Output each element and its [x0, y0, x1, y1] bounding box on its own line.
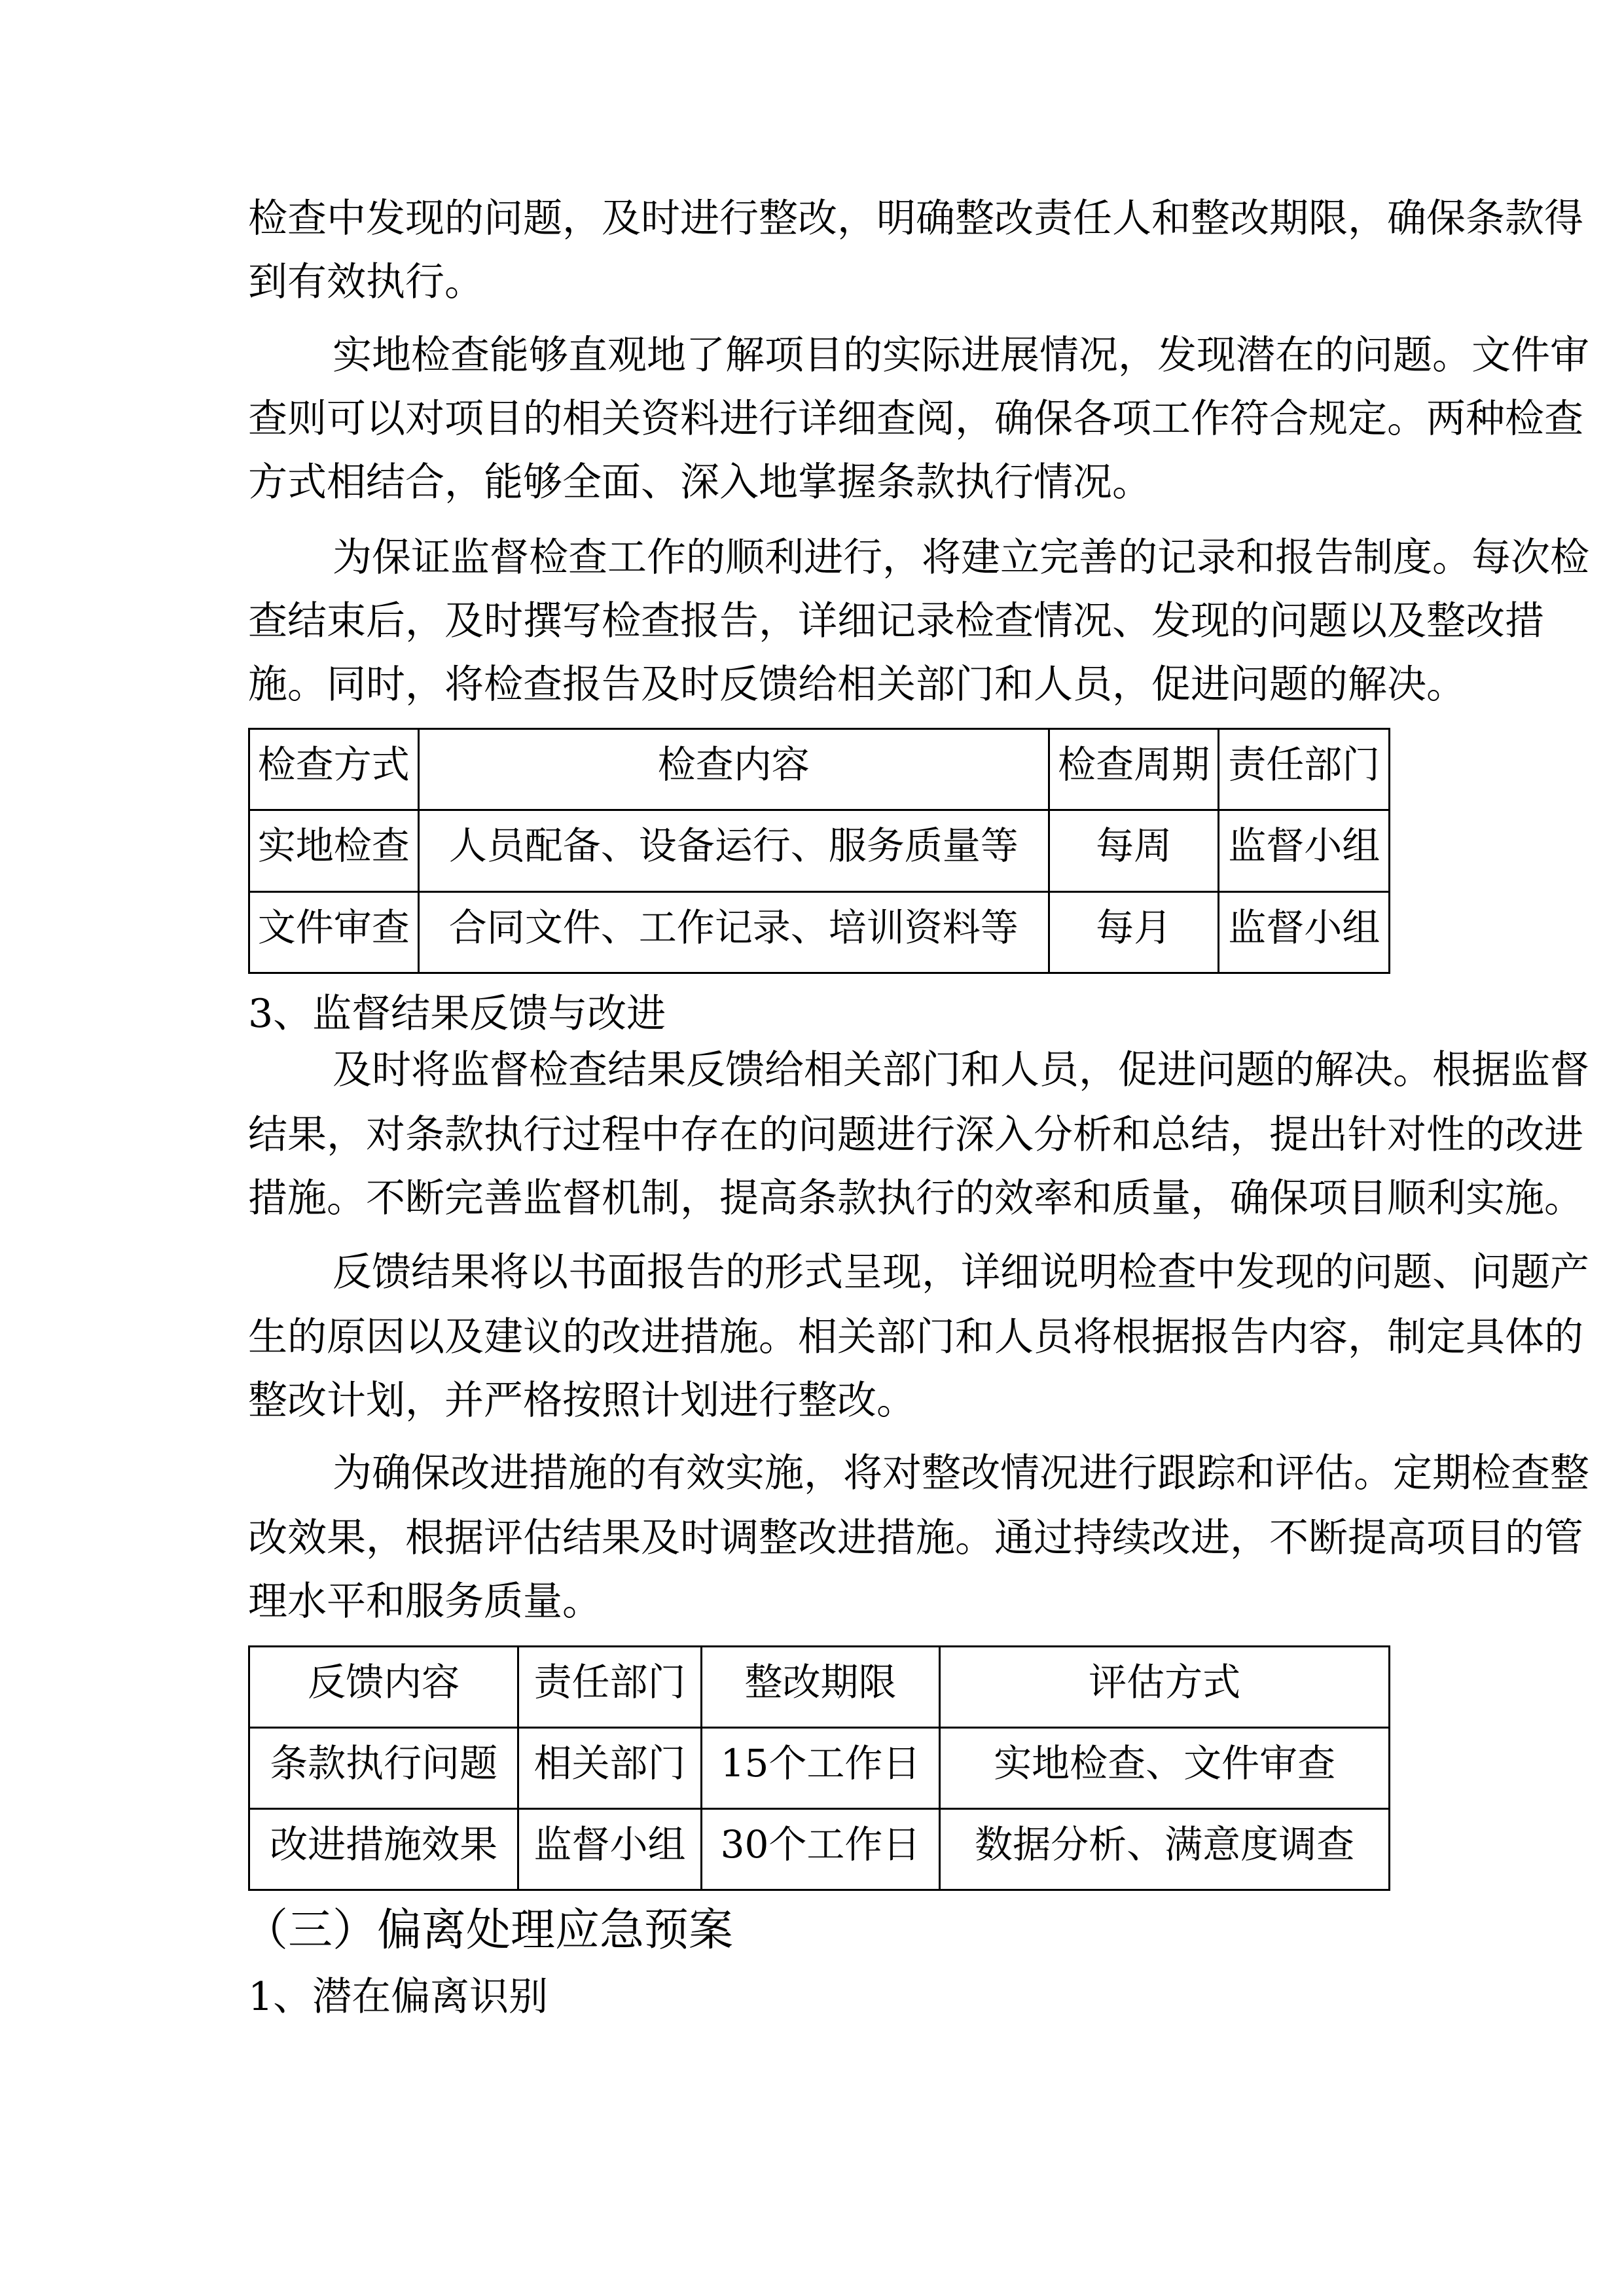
table-cell: 实地检查 — [249, 810, 419, 891]
table-cell: 监督小组 — [1219, 810, 1390, 891]
section-heading: （三）偏离处理应急预案 — [244, 1905, 734, 1956]
paragraph-line: 反馈结果将以书面报告的形式呈现，详细说明检查中发现的问题、问题产 — [333, 1249, 1589, 1295]
table-header-cell: 检查周期 — [1049, 729, 1219, 810]
paragraph-line: 检查中发现的问题，及时进行整改，明确整改责任人和整改期限，确保条款得 — [248, 196, 1583, 242]
paragraph-line: 及时将监督检查结果反馈给相关部门和人员，促进问题的解决。根据监督 — [333, 1047, 1589, 1093]
table-row — [249, 1809, 1390, 1890]
paragraph-line: 为保证监督检查工作的顺利进行，将建立完善的记录和报告制度。每次检 — [333, 535, 1589, 581]
table-cell: 相关部门 — [518, 1728, 702, 1809]
table-cell: 改进措施效果 — [249, 1809, 518, 1890]
inspection-table — [248, 728, 1390, 974]
table-row — [249, 1728, 1390, 1809]
paragraph-line: 到有效执行。 — [248, 259, 484, 305]
table-cell: 30个工作日 — [701, 1809, 939, 1890]
subheading-1: 1、潜在偏离识别 — [248, 1974, 549, 2020]
paragraph-line: 施。同时，将检查报告及时反馈给相关部门和人员，促进问题的解决。 — [248, 662, 1466, 708]
table-cell: 每月 — [1049, 891, 1219, 973]
table-header-cell: 责任部门 — [1219, 729, 1390, 810]
table-header-cell: 责任部门 — [518, 1647, 702, 1728]
table-header-cell: 检查内容 — [418, 729, 1049, 810]
table-header-row — [249, 1647, 1390, 1728]
paragraph-line: 为确保改进措施的有效实施，将对整改情况进行跟踪和评估。定期检查整 — [333, 1450, 1589, 1496]
table-cell: 监督小组 — [1219, 891, 1390, 973]
paragraph-line: 查结束后，及时撰写检查报告，详细记录检查情况、发现的问题以及整改措 — [248, 598, 1544, 644]
paragraph-line: 改效果，根据评估结果及时调整改进措施。通过持续改进，不断提高项目的管 — [248, 1515, 1583, 1561]
paragraph-line: 方式相结合，能够全面、深入地掌握条款执行情况。 — [248, 459, 1151, 505]
table-header-cell: 检查方式 — [249, 729, 419, 810]
table-row — [249, 810, 1390, 891]
table-header-row — [249, 729, 1390, 810]
table-cell: 合同文件、工作记录、培训资料等 — [418, 891, 1049, 973]
table-cell: 条款执行问题 — [249, 1728, 518, 1809]
table-cell: 文件审查 — [249, 891, 419, 973]
table-row — [249, 891, 1390, 973]
table-cell: 监督小组 — [518, 1809, 702, 1890]
paragraph-line: 措施。不断完善监督机制，提高条款执行的效率和质量，确保项目顺利实施。 — [248, 1175, 1583, 1221]
table-cell: 人员配备、设备运行、服务质量等 — [418, 810, 1049, 891]
table-header-cell: 评估方式 — [940, 1647, 1390, 1728]
table-header-cell: 反馈内容 — [249, 1647, 518, 1728]
table-cell: 实地检查、文件审查 — [940, 1728, 1390, 1809]
paragraph-line: 实地检查能够直观地了解项目的实际进展情况，发现潜在的问题。文件审 — [333, 332, 1589, 378]
table-cell: 每周 — [1049, 810, 1219, 891]
table-header-cell: 整改期限 — [701, 1647, 939, 1728]
feedback-table — [248, 1645, 1390, 1891]
table-cell: 数据分析、满意度调查 — [940, 1809, 1390, 1890]
paragraph-line: 查则可以对项目的相关资料进行详细查阅，确保各项工作符合规定。两种检查 — [248, 396, 1583, 442]
paragraph-line: 整改计划，并严格按照计划进行整改。 — [248, 1378, 916, 1424]
paragraph-line: 结果，对条款执行过程中存在的问题进行深入分析和总结，提出针对性的改进 — [248, 1112, 1583, 1158]
section-3-heading: 3、监督结果反馈与改进 — [248, 991, 666, 1037]
paragraph-line: 生的原因以及建议的改进措施。相关部门和人员将根据报告内容，制定具体的 — [248, 1314, 1583, 1360]
table-cell: 15个工作日 — [701, 1728, 939, 1809]
paragraph-line: 理水平和服务质量。 — [248, 1579, 602, 1624]
